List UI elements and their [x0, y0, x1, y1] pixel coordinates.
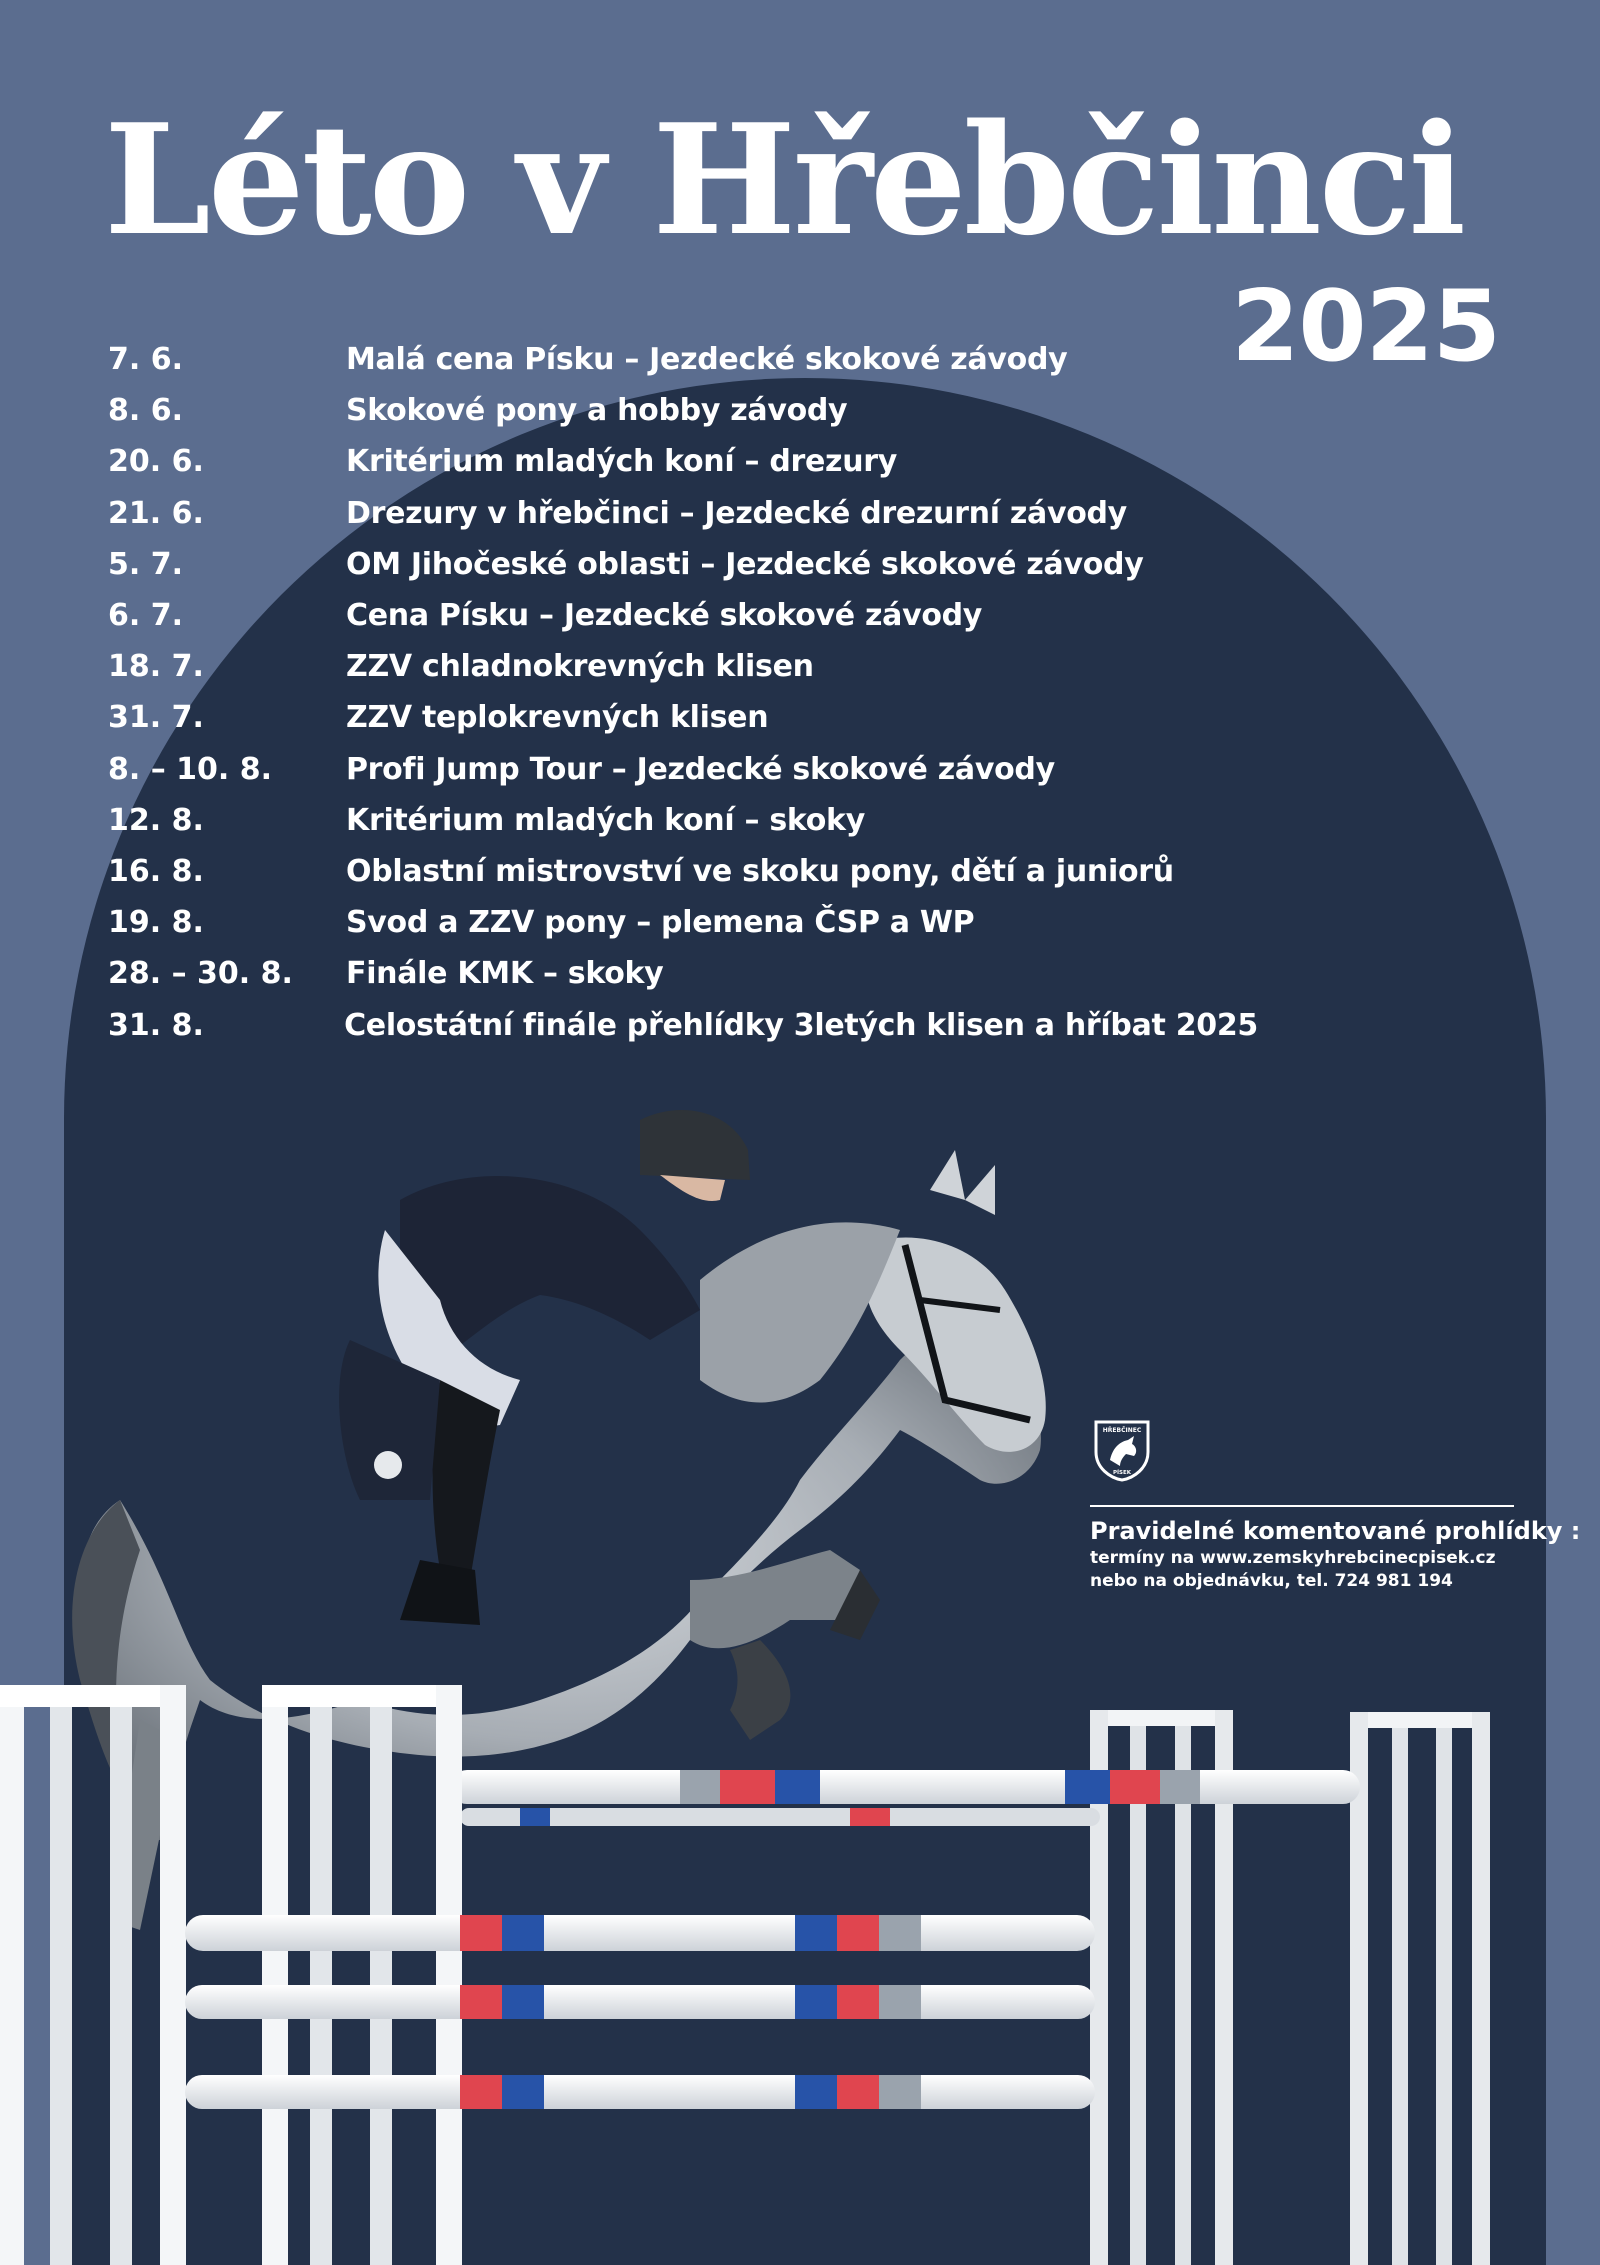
event-name: ZZV teplokrevných klisen — [346, 700, 769, 736]
event-row — [108, 385, 1258, 436]
logo-text-bottom: PÍSEK — [1112, 1470, 1132, 1476]
event-row — [108, 436, 1258, 487]
tour-info-heading: Pravidelné komentované prohlídky : — [1090, 1517, 1581, 1545]
event-date: 5. 7. — [108, 546, 183, 582]
event-name: Kritérium mladých koní – drezury — [346, 444, 898, 480]
event-date: 6. 7. — [108, 598, 183, 634]
event-date: 18. 7. — [108, 649, 204, 685]
event-row — [108, 846, 1258, 897]
tour-info — [1090, 1517, 1581, 1592]
event-date: 31. 7. — [108, 700, 204, 736]
event-row — [108, 539, 1258, 590]
event-date: 31. 8. — [108, 1007, 204, 1043]
horse-head-logo-icon — [1090, 1416, 1154, 1482]
event-name: Malá cena Písku – Jezdecké skokové závody — [346, 342, 1068, 378]
event-name: Finále KMK – skoky — [346, 956, 664, 992]
event-row — [108, 488, 1258, 539]
event-name: Celostátní finále přehlídky 3letých klisen a hříbat 2025 — [344, 1007, 1258, 1043]
poster-year: 2025 — [1231, 270, 1500, 384]
event-date: 12. 8. — [108, 802, 204, 838]
event-name: Cena Písku – Jezdecké skokové závody — [346, 598, 983, 634]
event-date: 28. – 30. 8. — [108, 956, 293, 992]
event-name: ZZV chladnokrevných klisen — [346, 649, 814, 685]
poster-title: Léto v Hřebčinci — [104, 90, 1464, 269]
event-row — [108, 948, 1258, 999]
event-name: Oblastní mistrovství ve skoku pony, dětí a juniorů — [346, 853, 1174, 889]
event-name: OM Jihočeské oblasti – Jezdecké skokové závody — [346, 546, 1144, 582]
event-date: 21. 6. — [108, 495, 204, 531]
event-date: 8. 6. — [108, 393, 183, 429]
event-name: Svod a ZZV pony – plemena ČSP a WP — [346, 905, 975, 941]
rider — [339, 1110, 750, 1625]
event-name: Kritérium mladých koní – skoky — [346, 802, 865, 838]
event-name: Drezury v hřebčinci – Jezdecké drezurní závody — [346, 495, 1127, 531]
event-date: 16. 8. — [108, 853, 204, 889]
event-schedule — [108, 334, 1258, 1051]
event-row — [108, 897, 1258, 948]
event-date: 19. 8. — [108, 905, 204, 941]
event-row — [108, 744, 1258, 795]
event-date: 7. 6. — [108, 342, 183, 378]
event-row — [108, 334, 1258, 385]
tour-info-phone: nebo na objednávku, tel. 724 981 194 — [1090, 1571, 1453, 1592]
event-date: 20. 6. — [108, 444, 204, 480]
horse-and-rider-photo — [0, 1080, 1581, 2265]
event-name: Skokové pony a hobby závody — [346, 393, 848, 429]
event-row — [108, 795, 1258, 846]
event-row — [108, 692, 1258, 743]
fence-front-rails — [185, 1915, 1095, 2109]
info-divider — [1090, 1505, 1514, 1507]
event-name: Profi Jump Tour – Jezdecké skokové závody — [346, 751, 1055, 787]
tour-info-website: termíny na www.zemskyhrebcinecpisek.cz — [1090, 1547, 1496, 1568]
event-row — [108, 590, 1258, 641]
fence-front-standards — [0, 1685, 462, 2265]
logo-text-top: HŘEBČINEC — [1102, 1427, 1142, 1434]
event-row — [108, 999, 1258, 1050]
event-date: 8. – 10. 8. — [108, 751, 273, 787]
event-row — [108, 641, 1258, 692]
